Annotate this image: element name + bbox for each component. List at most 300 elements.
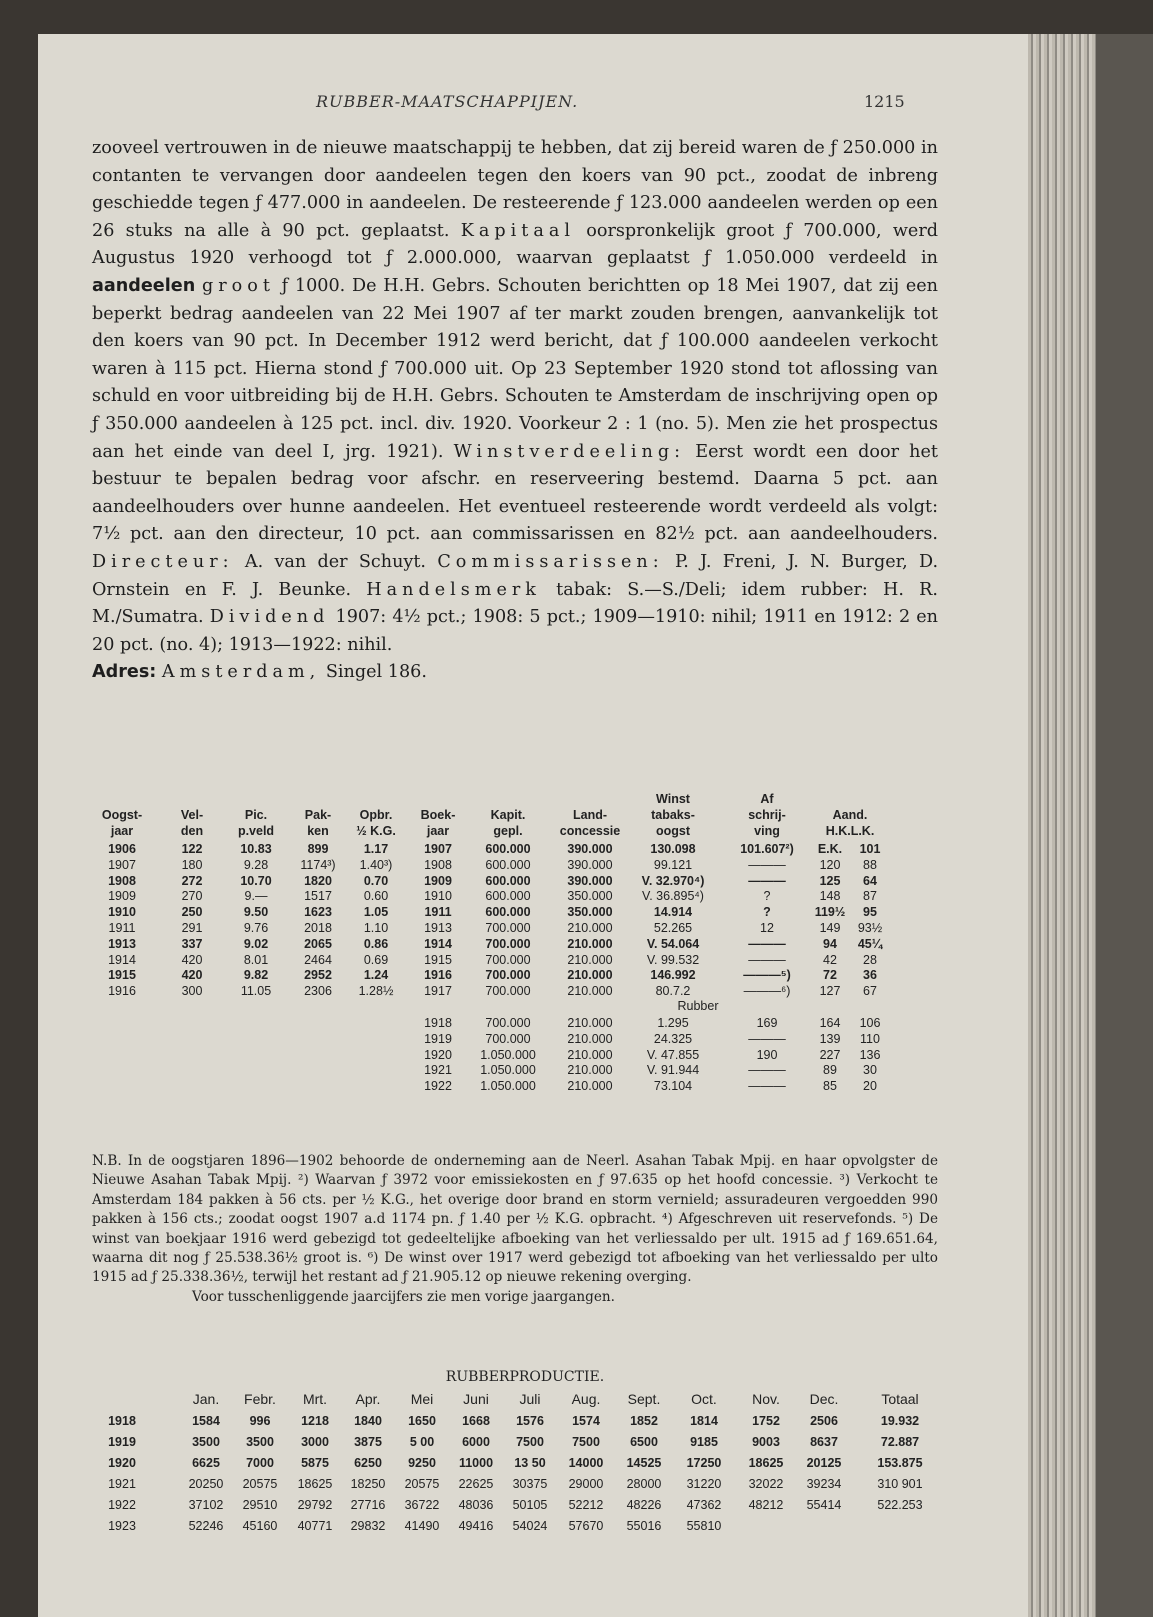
text-run: tabak: S.—S./Deli; idem rubber: H. R. M./Sumatra. — [92, 579, 938, 628]
table-cell: Febr. — [244, 1391, 276, 1407]
table-cell: 17250 — [686, 1456, 722, 1470]
table-cell: E.K. — [817, 842, 843, 856]
table-cell: 73.104 — [653, 1079, 693, 1094]
text-run: Singel 186. — [325, 662, 427, 683]
table-cell: 420 — [181, 952, 203, 967]
production-table — [90, 1369, 960, 1579]
text-run: A. van der Schuyt. — [244, 551, 427, 572]
table-cell: 1668 — [462, 1414, 490, 1428]
table-cell: ——— — [748, 1063, 786, 1078]
keyword-directeur: Directeur: — [92, 551, 234, 572]
table-cell: Aand. — [832, 808, 868, 822]
keyword-aandeelen: aandeelen — [92, 275, 196, 296]
table-cell: 1916 — [424, 968, 452, 983]
table-cell: 11.05 — [240, 984, 272, 999]
table-cell: Opbr. — [359, 808, 393, 822]
table-cell: 0.60 — [363, 889, 389, 904]
table-cell: 390.000 — [567, 857, 613, 872]
table-cell: 1911 — [424, 905, 452, 920]
table-cell: 40771 — [297, 1519, 333, 1533]
table-cell: 1.050.000 — [480, 1079, 536, 1094]
table-cell: Oct. — [691, 1391, 717, 1407]
table-cell: 1909 — [108, 889, 136, 904]
table-cell: 36722 — [404, 1498, 440, 1512]
table-cell: 122 — [181, 842, 203, 856]
table-cell: 7500 — [572, 1435, 600, 1449]
table-cell: 153.875 — [877, 1456, 923, 1470]
table-cell: 3500 — [246, 1435, 274, 1449]
table-cell: 125 — [819, 873, 841, 888]
table-cell: 9.02 — [243, 936, 269, 951]
table-cell: 1920 — [108, 1456, 136, 1470]
table-cell: 1910 — [108, 905, 136, 920]
table-cell: 390.000 — [567, 873, 613, 888]
table-cell: 94 — [823, 936, 837, 951]
table-cell: 2018 — [304, 921, 332, 935]
table-cell: 350.000 — [567, 889, 613, 904]
table-cell: 42 — [823, 952, 837, 967]
table-cell: 95 — [863, 905, 877, 920]
table-cell: 1906 — [108, 842, 136, 856]
table-cell: ving — [754, 824, 780, 838]
table-cell: 48036 — [458, 1498, 494, 1512]
table-cell: ——— — [748, 936, 786, 951]
table-cell: 14525 — [626, 1456, 662, 1470]
table-cell: 18625 — [297, 1477, 333, 1491]
table-cell: 47362 — [686, 1498, 722, 1512]
table-cell: 85 — [823, 1079, 837, 1094]
table-cell: 22625 — [458, 1477, 494, 1491]
table-cell: 8.01 — [243, 952, 269, 967]
table-cell: 1908 — [108, 873, 136, 888]
table-cell: Apr. — [355, 1391, 381, 1407]
table-cell: Totaal — [881, 1391, 919, 1407]
table-cell: 14000 — [568, 1456, 604, 1470]
table-cell: 1907 — [108, 857, 136, 872]
table-cell: ½ K.G. — [356, 824, 396, 838]
table-cell: 20250 — [188, 1477, 224, 1491]
table-cell: 29792 — [297, 1498, 333, 1512]
table-cell: 3500 — [192, 1435, 220, 1449]
text-run: zooveel vertrouwen in de nieuwe maatschappij te hebben, dat zij bereid waren de ƒ 250.000 in contanten te vervangen door aandeelen tegen den koers van 90 pct., zoodat de inbreng geschiedde tegen ƒ 477.000 in aandeelen. De resteerende ƒ 123.000 aandeelen werden op een 26 stuks na alle à 90 pct. geplaatst. — [92, 138, 938, 241]
table-cell: ken — [307, 824, 329, 838]
table-cell: 1.050.000 — [480, 1047, 536, 1062]
text-run: ƒ 1000. De H.H. Gebrs. Schouten berichtten op 18 Mei 1907, dat zij een beperkt bedrag aandeelen van 22 Mei 1907 af ter markt zouden brengen, aanvankelijk tot den koers van 90 pct. In December 1912 werd bericht, dat ƒ 100.000 aandeelen verkocht waren à 115 pct. Hierna stond ƒ 700.000 uit. Op 23 September 1920 stond tot aflossing van schuld en voor uitbreiding bij de H.H. Gebrs. Schouten te Amsterdam de inschrijving open op ƒ 350.000 aandeelen à 125 pct. incl. div. 1920. Voorkeur 2 : 1 (no. 5). Men zie het prospectus aan het einde van deel I, jrg. 1921). — [92, 275, 939, 462]
table-cell: Vel- — [180, 808, 204, 822]
table-cell: 7500 — [516, 1435, 544, 1449]
table-cell: 3000 — [301, 1435, 329, 1449]
table-cell: 28 — [863, 952, 877, 967]
table-cell: 9.76 — [243, 921, 269, 935]
table-cell: 1814 — [690, 1414, 718, 1428]
table-cell: 80.7.2 — [655, 984, 691, 999]
table-cell: 89 — [823, 1063, 837, 1078]
table-cell: 1174³) — [300, 857, 336, 872]
table-cell: 291 — [181, 921, 203, 935]
book-page — [38, 34, 1028, 1617]
table-cell: 1517 — [304, 889, 332, 904]
table-cell: Land- — [572, 808, 608, 822]
table-cell: 210.000 — [567, 984, 613, 999]
table-cell: 210.000 — [567, 936, 613, 951]
production-title: RUBBERPRODUCTIE. — [445, 1369, 605, 1385]
table-cell: 1576 — [516, 1414, 544, 1428]
body-paragraph — [92, 135, 938, 687]
table-cell: 996 — [249, 1414, 271, 1428]
table-cell: 169 — [756, 1016, 778, 1030]
text-run: Eerst wordt een door het bestuur te bepalen bedrag voor afschr. en reserveering bestemd. Daarna 5 pct. aan aandeelhouders over hunne aandeelen. Het eventueel resteerende wordt verdeeld als volgt: 7½ pct. aan den directeur, 10 pct. aan commissarissen en 82½ pct. aan aandeelhouders. — [92, 441, 938, 545]
table-cell: Winst — [656, 792, 690, 806]
table-cell: ——— — [748, 1031, 786, 1046]
table-cell: 20575 — [404, 1477, 440, 1491]
table-cell: Mrt. — [302, 1391, 328, 1407]
table-cell: 210.000 — [567, 968, 613, 983]
table-cell: 1820 — [304, 873, 332, 888]
table-cell: 64 — [863, 873, 877, 888]
table-cell: 32022 — [748, 1477, 784, 1491]
table-cell: 1909 — [424, 873, 452, 888]
table-cell: ? — [763, 889, 771, 904]
table-cell: 1921 — [424, 1063, 452, 1078]
table-cell: Jan. — [192, 1391, 220, 1407]
page-number: 1215 — [864, 92, 905, 111]
table-cell: 1918 — [108, 1414, 136, 1428]
table-cell: Nov. — [752, 1391, 780, 1407]
table-cell: 1913 — [424, 921, 452, 935]
table-cell: 9003 — [752, 1435, 780, 1449]
table-cell: 48212 — [748, 1498, 784, 1512]
table-cell: 600.000 — [485, 905, 531, 920]
table-cell: 6250 — [354, 1456, 382, 1470]
table-cell: 600.000 — [485, 842, 531, 856]
table-cell: 180 — [181, 857, 203, 872]
table-cell: p.veld — [237, 824, 275, 838]
table-cell: 337 — [181, 936, 203, 951]
table-cell: Mei — [410, 1391, 434, 1407]
table-cell: 110 — [860, 1031, 880, 1046]
table-cell: H.K.L.K. — [825, 824, 875, 838]
rubber-label: Rubber — [677, 999, 719, 1013]
table-cell: 1623 — [304, 905, 332, 920]
table-cell: V. 54.064 — [646, 936, 700, 951]
table-cell: Juni — [463, 1391, 489, 1407]
table-cell: 9250 — [408, 1456, 436, 1470]
table-cell: 57670 — [568, 1519, 604, 1533]
table-cell: 1910 — [424, 889, 452, 904]
table-cell: den — [180, 824, 204, 838]
tussen-note: Voor tusschenliggende jaarcijfers zie men vorige jaargangen. — [192, 1288, 615, 1305]
table-cell: 9185 — [690, 1435, 718, 1449]
table-cell: 55414 — [806, 1498, 842, 1512]
financial-table — [90, 792, 950, 1152]
table-cell: 1919 — [108, 1435, 136, 1449]
table-cell: ———⁵) — [743, 968, 791, 983]
table-cell: 3875 — [354, 1435, 382, 1449]
table-cell: 899 — [307, 842, 329, 856]
table-cell: 20125 — [806, 1456, 842, 1470]
table-cell: 30 — [863, 1063, 877, 1078]
table-cell: 93½ — [857, 921, 883, 935]
table-cell: 1922 — [108, 1498, 136, 1512]
table-cell: 30375 — [512, 1477, 548, 1491]
table-cell: 72 — [823, 968, 837, 983]
table-cell: 27716 — [350, 1498, 386, 1512]
table-cell: 12 — [760, 921, 774, 935]
table-cell: 24.325 — [653, 1031, 693, 1046]
table-cell: 700.000 — [485, 936, 531, 951]
table-cell: 270 — [181, 889, 203, 904]
table-cell: 149 — [819, 921, 841, 935]
table-cell: 8637 — [810, 1435, 838, 1449]
table-cell: ———⁶) — [743, 984, 791, 999]
table-cell: Juli — [519, 1391, 541, 1407]
table-cell: V. 99.532 — [646, 952, 700, 967]
table-cell: 1915 — [424, 952, 452, 967]
table-cell: jaar — [110, 824, 134, 838]
table-cell: 1918 — [424, 1016, 452, 1030]
table-cell: 310 901 — [877, 1477, 923, 1491]
table-cell: 41490 — [404, 1519, 440, 1533]
table-cell: 2506 — [810, 1414, 838, 1428]
table-cell: 29510 — [242, 1498, 278, 1512]
table-cell: 72.887 — [880, 1435, 920, 1449]
table-cell: 2065 — [304, 936, 332, 951]
table-cell: 1852 — [630, 1414, 658, 1428]
table-cell: 45¼ — [857, 936, 883, 951]
table-cell: 148 — [819, 889, 841, 904]
keyword-amsterdam: Amsterdam, — [161, 662, 321, 683]
table-cell: 6625 — [192, 1456, 220, 1470]
table-cell: 20575 — [242, 1477, 278, 1491]
table-cell: 1.28½ — [358, 984, 394, 999]
keyword-handelsmerk: Handelsmerk — [366, 579, 541, 600]
text-run: P. J. Freni, J. N. Burger, D. Ornstein en F. J. Beunke. — [92, 551, 939, 600]
table-cell: 39234 — [806, 1477, 842, 1491]
table-cell: 52212 — [568, 1498, 604, 1512]
table-cell: ——— — [748, 857, 786, 872]
table-cell: tabaks- — [651, 808, 695, 822]
table-cell: V. 91.944 — [646, 1063, 700, 1078]
table-cell: 1584 — [192, 1414, 220, 1428]
table-cell: 1650 — [408, 1414, 436, 1428]
table-cell: 1.050.000 — [480, 1063, 536, 1078]
table-cell: 700.000 — [485, 1016, 531, 1030]
table-cell: 14.914 — [653, 905, 693, 920]
table-cell: 29000 — [568, 1477, 604, 1491]
table-cell: 420 — [181, 968, 203, 983]
table-cell: 7000 — [246, 1456, 274, 1470]
text-run: oorspronkelijk groot ƒ 700.000, werd Augustus 1920 verhoogd tot ƒ 2.000.000, waarvan geplaatst ƒ 1.050.000 verdeeld in — [92, 220, 939, 269]
table-cell: 5 00 — [409, 1435, 435, 1449]
table-cell: Boek- — [420, 808, 456, 822]
table-cell: 29832 — [350, 1519, 386, 1533]
table-cell: 600.000 — [485, 873, 531, 888]
table-cell: 272 — [181, 873, 203, 888]
table-cell: 1914 — [424, 936, 452, 951]
table-cell: 600.000 — [485, 857, 531, 872]
table-cell: 139 — [819, 1031, 841, 1046]
table-cell: 1752 — [752, 1414, 780, 1428]
table-cell: 52.265 — [653, 921, 693, 935]
table-cell: 136 — [859, 1047, 881, 1062]
table-cell: 350.000 — [567, 905, 613, 920]
table-cell: 2464 — [304, 952, 332, 967]
book-cover-edge — [1096, 34, 1153, 1617]
keyword-groot: groot — [201, 275, 275, 296]
table-cell: 99.121 — [653, 857, 693, 872]
table-cell: ——— — [748, 952, 786, 967]
table-cell: 300 — [181, 984, 203, 999]
body-text — [92, 135, 938, 687]
table-cell: 13 50 — [514, 1456, 546, 1470]
footnotes — [92, 1152, 938, 1307]
table-cell: 101.607²) — [740, 842, 794, 856]
table-cell: 1913 — [108, 936, 136, 951]
table-cell: 20 — [863, 1079, 877, 1094]
table-cell: 164 — [819, 1016, 841, 1030]
header-title: RUBBER-MAATSCHAPPIJEN. — [316, 92, 579, 111]
table-cell: 130.098 — [650, 842, 696, 856]
keyword-adres: Adres: — [92, 662, 157, 683]
table-cell: Aug. — [571, 1391, 601, 1407]
table-cell: 522.253 — [877, 1498, 923, 1512]
table-cell: 2952 — [304, 968, 332, 983]
table-cell: 390.000 — [567, 842, 613, 856]
table-cell: 210.000 — [567, 1016, 613, 1030]
table-cell: 120 — [819, 857, 841, 872]
table-cell: 31220 — [686, 1477, 722, 1491]
table-cell: 106 — [859, 1016, 881, 1030]
text-run: 1907: 4½ pct.; 1908: 5 pct.; 1909—1910: nihil; 1911 en 1912: 2 en 20 pct. (no. 4); 1913—1922: nihil. — [92, 607, 939, 655]
table-cell: 1921 — [108, 1477, 136, 1491]
table-cell: 210.000 — [567, 952, 613, 967]
table-cell: 55016 — [626, 1519, 662, 1533]
table-cell: ——— — [748, 873, 786, 888]
footnote-text: N.B. In de oogstjaren 1896—1902 behoorde de onderneming aan de Neerl. Asahan Tabak Mpij. en haar opvolgster de Nieuwe Asahan Tabak Mpij. ²) Waarvan ƒ 3972 voor emissiekosten en ƒ 97.635 op het hoofd concessie. ³) Verkocht te Amsterdam 184 pakken à 56 cts. per ½ K.G., het overige door brand en storm vernield; assuradeuren vergoedden 990 pakken à 156 cts.; zoodat oogst 1907 a.d 1174 pn. ƒ 1.40 per ½ K.G. opbracht. ⁴) Afgeschreven uit reservefonds. ⁵) De winst van boekjaar 1916 werd gebezigd tot gedeeltelijke afboeking van het verliessaldo per ult. 1915 ad ƒ 169.651.64, waarna dit nog ƒ 25.538.36½ groot is. ⁶) De winst over 1917 werd gebezigd tot afboeking van het verliessaldo per ulto 1915 ad ƒ 25.338.36½, terwijl het restant ad ƒ 21.905.12 op nieuwe rekening overging. — [92, 1153, 938, 1286]
table-cell: 88 — [863, 857, 877, 872]
keyword-winstverdeeling: Winstverdeeling: — [453, 441, 686, 462]
table-cell: 9.28 — [243, 857, 269, 872]
table-cell: Pak- — [304, 808, 332, 822]
table-cell: 10.83 — [240, 842, 272, 856]
table-cell: 210.000 — [567, 1063, 613, 1078]
table-cell: 28000 — [626, 1477, 662, 1491]
table-cell: 127 — [819, 984, 841, 999]
table-cell: 1919 — [424, 1031, 452, 1046]
table-cell: 1.295 — [657, 1016, 689, 1030]
table-cell: 67 — [863, 984, 877, 999]
table-cell: 1.05 — [363, 905, 389, 920]
table-cell: schrij- — [748, 808, 786, 822]
table-cell: 700.000 — [485, 921, 531, 935]
table-cell: 1911 — [108, 921, 136, 935]
table-cell: 9.82 — [243, 968, 269, 983]
table-cell: 1840 — [354, 1414, 382, 1428]
keyword-dividend: Dividend — [209, 607, 330, 628]
table-cell: 1916 — [108, 984, 136, 999]
table-cell: 5875 — [301, 1456, 329, 1470]
table-cell: 1.10 — [363, 921, 389, 935]
table-cell: 36 — [863, 968, 877, 983]
table-cell: 101 — [859, 842, 881, 856]
table-cell: 9.— — [244, 889, 268, 904]
table-cell: Kapit. — [490, 808, 526, 822]
table-cell: 1915 — [108, 968, 136, 983]
table-cell: 700.000 — [485, 968, 531, 983]
table-cell: 700.000 — [485, 984, 531, 999]
table-cell: 1.40³) — [359, 857, 393, 872]
table-cell: oogst — [655, 824, 691, 838]
table-cell: 1908 — [424, 857, 452, 872]
table-cell: 1923 — [108, 1519, 136, 1533]
table-cell: Sept. — [627, 1391, 661, 1407]
table-cell: 48226 — [626, 1498, 662, 1512]
table-cell: V. 36.895⁴) — [642, 889, 704, 904]
table-cell: 49416 — [458, 1519, 494, 1533]
table-cell: 9.50 — [243, 905, 269, 920]
table-cell: 600.000 — [485, 889, 531, 904]
table-cell: 6500 — [630, 1435, 658, 1449]
table-cell: 119½ — [814, 905, 846, 920]
table-cell: concessie — [559, 824, 621, 838]
table-cell: 1218 — [301, 1414, 329, 1428]
table-cell: 10.70 — [240, 873, 272, 888]
table-cell: 52246 — [188, 1519, 224, 1533]
table-cell: gepl. — [493, 824, 523, 838]
keyword-kapitaal: Kapitaal — [460, 220, 575, 241]
table-cell: 227 — [819, 1047, 841, 1062]
table-cell: 55810 — [686, 1519, 722, 1533]
table-cell: 250 — [181, 905, 203, 920]
table-cell: 700.000 — [485, 1031, 531, 1046]
table-cell: 37102 — [188, 1498, 224, 1512]
table-cell: 54024 — [512, 1519, 548, 1533]
table-cell: 1574 — [572, 1414, 600, 1428]
table-cell: ——— — [748, 1079, 786, 1094]
table-cell: 2306 — [304, 984, 332, 999]
table-cell: 190 — [756, 1047, 778, 1062]
table-cell: Pic. — [244, 808, 268, 822]
table-cell: 0.69 — [363, 952, 389, 967]
table-cell: Dec. — [809, 1391, 839, 1407]
table-cell: Af — [760, 792, 774, 806]
table-cell: V. 47.855 — [646, 1047, 700, 1062]
table-cell: 18625 — [748, 1456, 784, 1470]
table-cell: 1.17 — [363, 842, 389, 856]
running-header — [38, 92, 1028, 114]
table-cell: 1917 — [424, 984, 452, 999]
table-cell: 45160 — [242, 1519, 278, 1533]
table-cell: 19.932 — [880, 1414, 920, 1428]
table-cell: 210.000 — [567, 1031, 613, 1046]
table-cell: 6000 — [462, 1435, 490, 1449]
table-cell: 1.24 — [363, 968, 389, 983]
table-cell: jaar — [426, 824, 450, 838]
table-cell: 1907 — [424, 842, 452, 856]
table-cell: 210.000 — [567, 1079, 613, 1094]
table-cell: 1920 — [424, 1047, 452, 1062]
table-cell: ? — [763, 905, 771, 920]
table-cell: 1922 — [424, 1079, 452, 1094]
table-cell: 210.000 — [567, 921, 613, 935]
table-cell: 0.86 — [363, 936, 389, 951]
table-cell: 1914 — [108, 952, 136, 967]
table-cell: 146.992 — [650, 968, 696, 983]
table-cell: 210.000 — [567, 1047, 613, 1062]
table-cell: 87 — [863, 889, 877, 904]
table-cell: V. 32.970⁴) — [641, 873, 705, 888]
table-cell: Oogst- — [101, 808, 143, 822]
